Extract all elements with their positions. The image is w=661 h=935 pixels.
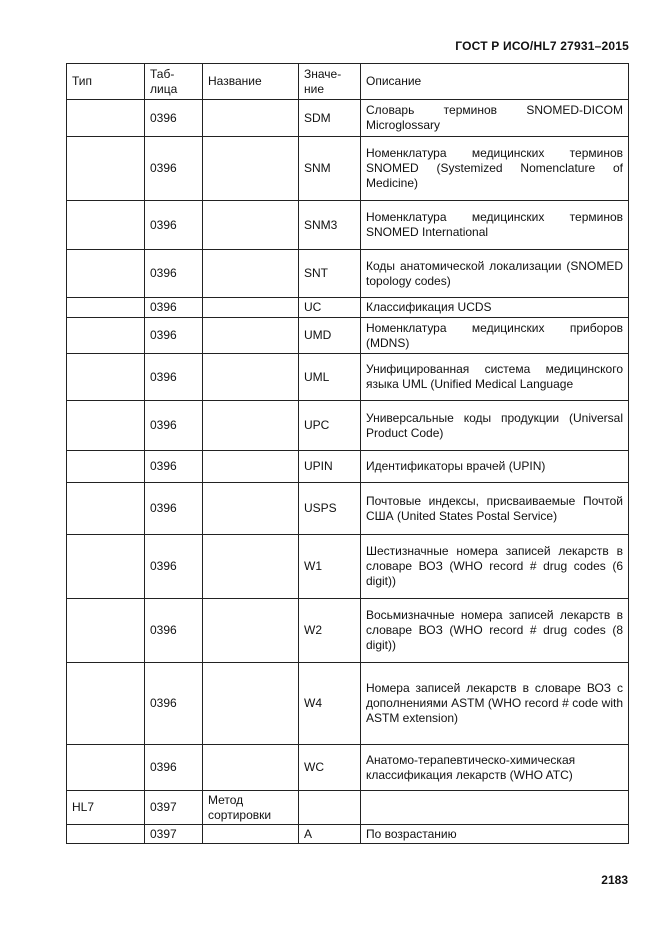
cell-value: SNT [299,250,361,298]
column-header-type: Тип [67,64,145,100]
cell-name [203,250,299,298]
cell-value: UML [299,354,361,401]
table-row [67,250,629,298]
table-row [67,483,629,535]
column-header-description: Описание [361,64,629,100]
table-row [67,318,629,354]
cell-type [67,318,145,354]
cell-type [67,535,145,599]
cell-table: 0396 [145,201,203,250]
cell-description: Шестизначные номера записей лекарств в словаре ВОЗ (WHO record # drug codes (6 digit)) [361,535,629,599]
table-row [67,137,629,201]
cell-table: 0396 [145,401,203,451]
cell-table: 0396 [145,663,203,745]
cell-value: W2 [299,599,361,663]
cell-table: 0396 [145,137,203,201]
table-row [67,298,629,318]
cell-type [67,100,145,137]
cell-description: Классификация UCDS [361,298,629,318]
cell-value: WC [299,745,361,791]
cell-description: Почтовые индексы, присваиваемые Почтой США (United States Postal Service) [361,483,629,535]
cell-table: 0396 [145,250,203,298]
cell-table: 0397 [145,791,203,825]
table-row [67,401,629,451]
table-row [67,791,629,825]
cell-name: Метод сортировки [203,791,299,825]
table-header-row [67,64,629,100]
cell-description: Номенклатура медицинских терминов SNOMED International [361,201,629,250]
cell-name [203,354,299,401]
cell-table: 0396 [145,100,203,137]
cell-value: W4 [299,663,361,745]
column-header-name: Название [203,64,299,100]
cell-type [67,201,145,250]
cell-name [203,483,299,535]
cell-description: Словарь терминов SNOMED-DICOM Microglossary [361,100,629,137]
document-header: ГОСТ Р ИСО/HL7 27931–2015 [455,39,629,53]
cell-description: Восьмизначные номера записей лекарств в словаре ВОЗ (WHO record # drug codes (8 digit)) [361,599,629,663]
cell-value [299,791,361,825]
column-header-value: Значе- ние [299,64,361,100]
cell-name [203,825,299,844]
column-header-table: Таб- лица [145,64,203,100]
cell-name [203,451,299,483]
cell-type [67,250,145,298]
cell-description: Идентификаторы врачей (UPIN) [361,451,629,483]
table-row [67,825,629,844]
cell-description: Анатомо-терапевтическо-химическая классификация лекарств (WHO ATC) [361,745,629,791]
cell-table: 0396 [145,535,203,599]
table-row [67,451,629,483]
cell-type [67,745,145,791]
cell-type [67,483,145,535]
cell-value: A [299,825,361,844]
table-row [67,201,629,250]
cell-value: UC [299,298,361,318]
table-row [67,100,629,137]
cell-description: Унифицированная система медицинского языка UML (Unified Medical Language [361,354,629,401]
cell-table: 0396 [145,318,203,354]
cell-name [203,745,299,791]
cell-value: W1 [299,535,361,599]
cell-table: 0396 [145,298,203,318]
cell-table: 0397 [145,825,203,844]
cell-name [203,401,299,451]
cell-description: Номенклатура медицинских приборов (MDNS) [361,318,629,354]
cell-value: SNM3 [299,201,361,250]
cell-value: UMD [299,318,361,354]
cell-description: По возрастанию [361,825,629,844]
cell-description: Коды анатомической локализации (SNOMED topology codes) [361,250,629,298]
cell-description: Универсальные коды продукции (Universal Product Code) [361,401,629,451]
cell-description: Номера записей лекарств в словаре ВОЗ с дополнениями ASTM (WHO record # code with ASTM extension) [361,663,629,745]
table-row [67,535,629,599]
table-row [67,354,629,401]
cell-type: HL7 [67,791,145,825]
cell-type [67,599,145,663]
table-row [67,745,629,791]
cell-value: SDM [299,100,361,137]
cell-type [67,825,145,844]
cell-name [203,599,299,663]
codes-table [66,63,629,844]
cell-type [67,354,145,401]
cell-table: 0396 [145,451,203,483]
cell-table: 0396 [145,599,203,663]
cell-name [203,663,299,745]
cell-table: 0396 [145,354,203,401]
cell-name [203,100,299,137]
cell-value: SNM [299,137,361,201]
cell-name [203,298,299,318]
table-row [67,663,629,745]
cell-description: Номенклатура медицинских терминов SNOMED (Systemized Nomenclature of Medicine) [361,137,629,201]
cell-name [203,137,299,201]
cell-type [67,663,145,745]
cell-description [361,791,629,825]
cell-name [203,318,299,354]
cell-table: 0396 [145,483,203,535]
cell-value: USPS [299,483,361,535]
cell-table: 0396 [145,745,203,791]
cell-type [67,451,145,483]
cell-type [67,137,145,201]
page-number: 2183 [601,873,628,887]
table-row [67,599,629,663]
cell-value: UPIN [299,451,361,483]
cell-type [67,401,145,451]
cell-name [203,201,299,250]
cell-type [67,298,145,318]
cell-value: UPC [299,401,361,451]
cell-name [203,535,299,599]
